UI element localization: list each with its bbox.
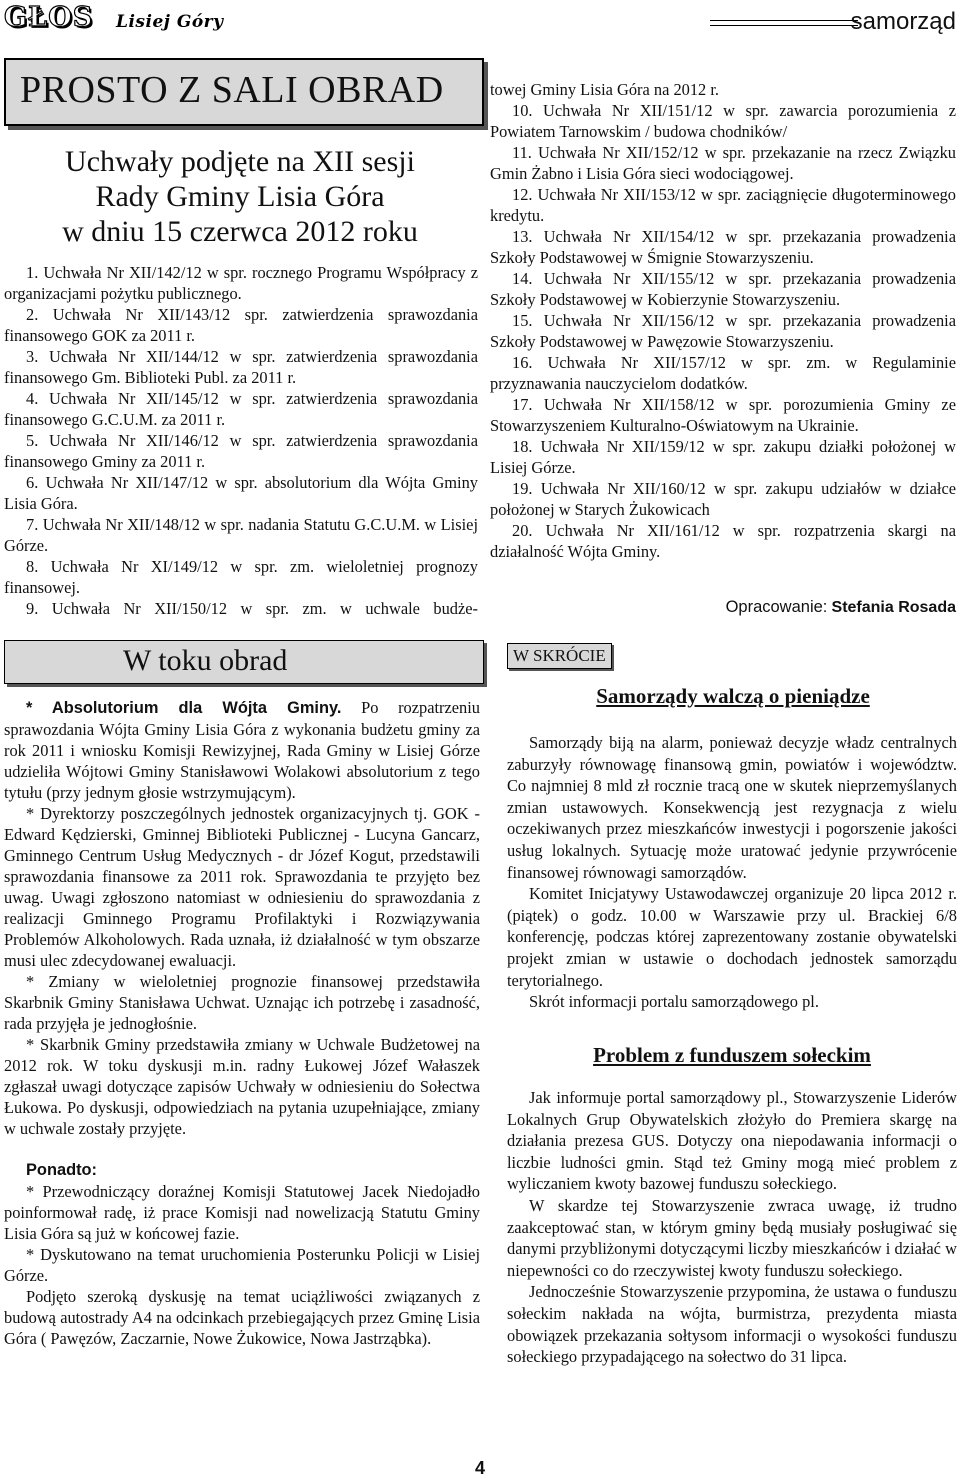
resolution-item: 13. Uchwała Nr XII/154/12 w spr. przekazania prowadzenia Szkoły Podstawowej w Śmignie Stowarzyszeniu. <box>490 227 956 267</box>
credit-name: Stefania Rosada <box>831 599 956 616</box>
resolution-item: 11. Uchwała Nr XII/152/12 w spr. przekazanie na rzecz Związku Gmin Żabno i Lisia Góra sieci wodociągowej. <box>490 143 956 183</box>
resolution-item: 12. Uchwała Nr XII/153/12 w spr. zaciągnięcie długoterminowego kredytu. <box>490 185 956 225</box>
article-paragraph: * Dyrektorzy poszczególnych jednostek organizacyjnych tj. GOK - Edward Kędzierski, Gminnej Biblioteki Publicznej - Lucyna Gancarz, Gminnego Centrum Usług Medycznych - dr Józef Kogut, przedstawili sprawozdania finansowe za 2011 rok. Sprawozdania te przyjęto bez uwag. Uwagi zgłoszono natomiast w odniesieniu do sprawozdania z realizacji Gminnego Programu Profilaktyki i Rozwiązywania Problemów Alkoholowych. Rada uznała, iż działalność w tym obszarze musi ulec zdecydowanej ewaluacji. <box>4 804 480 970</box>
article-paragraph: * Przewodniczący doraźnej Komisji Statutowej Jacek Niedojadło poinformował radę, iż prace Komisji nad nowelizacją Statutu Gminy Lisia Góra są już w końcowej fazie. <box>4 1182 480 1243</box>
article-paragraph: Jak informuje portal samorządowy pl., Stowarzyszenie Liderów Lokalnych Grup Obywatelskich złożyło do Premiera skargę na działania prezesa GUS. Dotyczy ona niepodawania informacji o liczbie ludności gmin. Stąd też Gminy mogą mieć problem z wyliczaniem kwoty bazowej funduszu sołeckiego. <box>507 1088 957 1194</box>
resolution-item: 18. Uchwała Nr XII/159/12 w spr. zakupu działki położonej w Lisiej Górze. <box>490 437 956 477</box>
article-paragraph: Skrót informacji portalu samorządowego pl. <box>529 992 819 1012</box>
article-heading-fundusz: Problem z funduszem sołeckim <box>593 1043 871 1067</box>
resolution-item: 20. Uchwała Nr XII/161/12 w spr. rozpatrzenia skargi na działalność Wójta Gminy. <box>490 521 956 561</box>
session-subtitle-line: w dniu 15 czerwca 2012 roku <box>62 215 418 248</box>
page-header <box>0 0 960 46</box>
section-title: W toku obrad <box>123 644 288 677</box>
resolution-item: 5. Uchwała Nr XII/146/12 w spr. zatwierdzenia sprawozdania finansowego Gminy za 2011 r. <box>4 431 478 471</box>
resolution-item: 8. Uchwała Nr XI/149/12 w spr. zm. wieloletniej prognozy finansowej. <box>4 557 478 597</box>
resolution-item: 10. Uchwała Nr XII/151/12 w spr. zawarcia porozumienia z Powiatem Tarnowskim / budowa chodników/ <box>490 101 956 141</box>
ponadto-label: Ponadto: <box>26 1161 98 1179</box>
article-paragraph: * Dyskutowano na temat uruchomienia Posterunku Policji w Lisiej Górze. <box>4 1245 480 1285</box>
resolution-item: 16. Uchwała Nr XII/157/12 w spr. zm. w Regulaminie przyznawania nauczycielom dodatków. <box>490 353 956 393</box>
section-box-wtoku <box>4 640 484 684</box>
page-number: 4 <box>474 1458 485 1478</box>
resolution-item: 4. Uchwała Nr XII/145/12 w spr. zatwierdzenia sprawozdania finansowego G.C.U.M. za 2011 r. <box>4 389 478 429</box>
resolution-item: 6. Uchwała Nr XII/147/12 w spr. absolutorium dla Wójta Gminy Lisia Góra. <box>4 473 478 513</box>
masthead-logo: GŁOS <box>4 2 94 33</box>
wtoku-article <box>4 697 480 1349</box>
resolution-item: towej Gminy Lisia Góra na 2012 r. <box>490 80 719 99</box>
credit-label: Opracowanie: <box>725 598 828 616</box>
resolution-item: 19. Uchwała Nr XII/160/12 w spr. zakupu udziałów w działce położonej w Starych Żukowicach <box>490 479 956 519</box>
resolution-item: 2. Uchwała Nr XII/143/12 spr. zatwierdzenia sprawozdania finansowego GOK za 2011 r. <box>4 305 478 345</box>
article-paragraph: * Skarbnik Gminy przedstawiła zmiany w Uchwale Budżetowej na 2012 rok. W toku dyskusji m.in. radny Łukowej Józef Wałaszek zgłaszał uwagi dotyczące zapisów Uchwały w odniesieniu do Sołectwa Łukowa. Po dyskusji, odpowiedziach na pytania uzupełniające, zmiany w uchwale zostały przyjęte. <box>4 1035 480 1138</box>
article-paragraph: W skardze tej Stowarzyszenie zwraca uwagę, iż trudno zaakceptować stan, w którym gminy będą musiały posługiwać się danymi przybliżonymi dotyczącymi liczby mieszkańców i działać w niepewności co do rzeczywistej kwoty funduszu sołeckiego. <box>507 1195 957 1280</box>
ponadto-heading <box>4 1159 480 1181</box>
masthead-subtitle: Lisiej Góry <box>116 12 224 32</box>
resolution-item: 1. Uchwała Nr XII/142/12 w spr. rocznego Programu Współpracy z organizacjami pożytku publicznego. <box>4 263 478 303</box>
session-subtitle <box>0 144 480 249</box>
article-samorzady <box>507 732 957 1013</box>
article-paragraph <box>4 697 480 803</box>
w-skrocie-label: W SKRÓCIE <box>507 643 612 669</box>
article-paragraph: Podjęto szeroką dyskusję na temat uciążliwości związanych z budową autostrady A4 na odcinkach przebiegających przez Gminę Lisia Góra ( Pawęzów, Zaczarnie, Nowe Żukowice, Nowa Jastrząbka). <box>4 1287 480 1348</box>
article-paragraph: Jednocześnie Stowarzyszenie przypomina, że ustawa o funduszu sołeckim nakłada na wójta, burmistrza, prezydenta miasta obowiązek przekazania sołtysom informacji o wysokości funduszu sołeckiego przypadającego na sołectwo do 31 lipca. <box>507 1282 957 1367</box>
resolution-item: 17. Uchwała Nr XII/158/12 w spr. porozumienia Gminy ze Stowarzyszeniem Kulturalno-Oświatowym na Ukrainie. <box>490 395 956 435</box>
resolutions-list-left <box>4 262 478 619</box>
session-subtitle-line: Rady Gminy Lisia Góra <box>95 180 385 213</box>
resolution-item: 14. Uchwała Nr XII/155/12 w spr. przekazania prowadzenia Szkoły Podstawowej w Kobierzynie Stowarzyszeniu. <box>490 269 956 309</box>
resolution-item: 3. Uchwała Nr XII/144/12 w spr. zatwierdzenia sprawozdania finansowego Gm. Biblioteki Publ. za 2011 r. <box>4 347 478 387</box>
article-paragraph: Komitet Inicjatywy Ustawodawczej organizuje 20 lipca 2012 r. (piątek) o godz. 10.00 w Warszawie przy ul. Brackiej 6/8 konferencję, podczas której zaprezentowany zostanie obywatelski projekt zmian w ustawie o dochodach jednostek samorządu terytorialnego. <box>507 884 957 990</box>
header-rule <box>710 20 858 26</box>
section-label: samorząd <box>850 8 956 35</box>
headline-box <box>4 58 484 126</box>
article-paragraph: * Zmiany w wieloletniej prognozie finansowej przedstawiła Skarbnik Gminy Stanisława Uchwat. Uznając ich potrzebę i zasadność, rada przyjęła je jednogłośnie. <box>4 972 480 1033</box>
resolutions-list-right <box>490 79 956 562</box>
author-credit <box>490 597 956 617</box>
article-fundusz <box>507 1087 957 1368</box>
lead-bold: * Absolutorium dla Wójta Gminy. <box>26 699 342 717</box>
resolution-item: 7. Uchwała Nr XII/148/12 w spr. nadania Statutu G.C.U.M. w Lisiej Górze. <box>4 515 478 555</box>
article-paragraph: Samorządy biją na alarm, ponieważ decyzje władz centralnych zaburzyły równowagę finansową gmin, powiatów i województw. Co najmniej 8 mld zł rocznie tracą one w skutek nieprzemyślanych zmian ustawowych. Konsekwencją jest rezygnacja z wielu oczekiwanych przez mieszkańców inwestycji i pogorszenie jakości usług lokalnych. Sytuację może uratować jedynie przywrócenie finansowej równowagi samorządów. <box>507 733 957 882</box>
headline-title: PROSTO Z SALI OBRAD <box>20 69 444 111</box>
resolution-item: 9. Uchwała Nr XII/150/12 w spr. zm. w uchwale budże- <box>26 599 478 618</box>
paragraph-text: Po rozpatrzeniu sprawozdania Wójta Gminy Lisia Góra z wykonania budżetu gminy za rok 2011 i wniosku Komisji Rewizyjnej, Rada Gminy w Lisiej Górze udzieliła Wójtowi Gminy Stanisławowi Wolakowi absolutorium z tego tytułu (przy jednym głosie wstrzymującym). <box>4 698 480 802</box>
resolution-item: 15. Uchwała Nr XII/156/12 w spr. przekazania prowadzenia Szkoły Podstawowej w Pawęzowie Stowarzyszeniu. <box>490 311 956 351</box>
session-subtitle-line: Uchwały podjęte na XII sesji <box>65 145 415 178</box>
article-heading-samorzady: Samorządy walczą o pieniądze <box>596 684 870 708</box>
